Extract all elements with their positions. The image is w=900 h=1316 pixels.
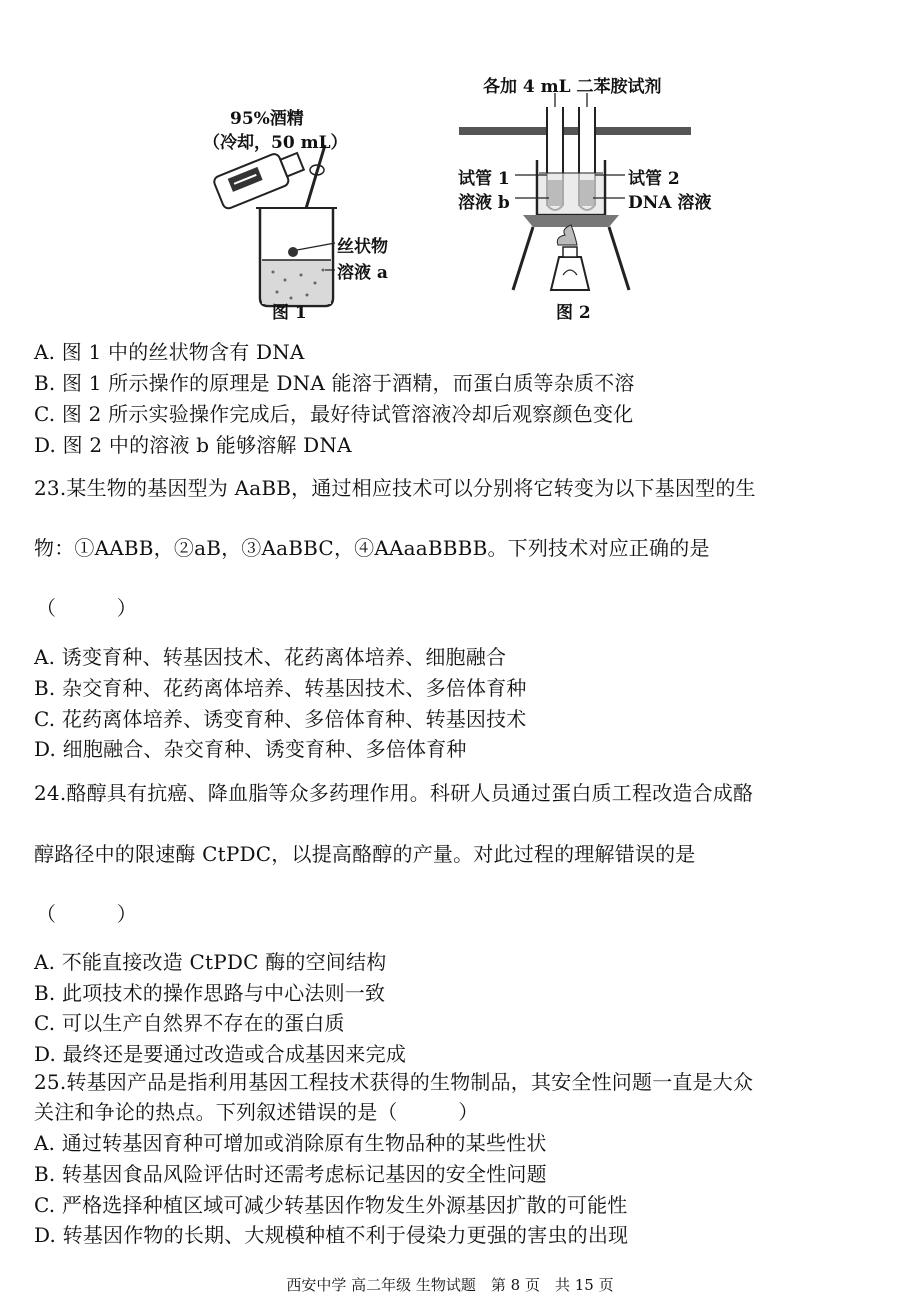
figure-1-alcohol-note: （冷却，50 mL）: [203, 133, 348, 153]
q22-option-b: B. 图 1 所示操作的原理是 DNA 能溶于酒精，而蛋白质等杂质不溶: [34, 371, 635, 395]
alcohol-lamp-icon: [551, 257, 589, 290]
figure-1-alcohol-label: 95%酒精: [230, 109, 304, 129]
q24-answer-blank: （ ）: [36, 902, 137, 926]
q23-answer-blank: （ ）: [36, 596, 137, 620]
alcohol-bottle-icon: [212, 146, 306, 210]
q23-option-b: B. 杂交育种、花药离体培养、转基因技术、多倍体育种: [34, 676, 527, 700]
figure-2-dna-solution-label: DNA 溶液: [628, 193, 712, 213]
q23-option-c: C. 花药离体培养、诱变育种、多倍体育种、转基因技术: [34, 707, 527, 731]
q25-option-b: B. 转基因食品风险评估时还需考虑标记基因的安全性问题: [34, 1162, 547, 1186]
q24-option-d: D. 最终还是要通过改造或合成基因来完成: [34, 1042, 407, 1066]
figure-2-reagent-label: 各加 4 mL 二苯胺试剂: [483, 77, 662, 97]
q24-stem-line-1: 24.酪醇具有抗癌、降血脂等众多药理作用。科研人员通过蛋白质工程改造合成酪: [34, 781, 754, 805]
q23-stem-line-1: 23.某生物的基因型为 AaBB，通过相应技术可以分别将它转变为以下基因型的生: [34, 476, 756, 500]
figure-1-filament-label: 丝状物: [337, 237, 388, 257]
page-footer: 西安中学 高二年级 生物试题 第 8 页 共 15 页: [286, 1276, 614, 1294]
q25-option-c: C. 严格选择种植区域可减少转基因作物发生外源基因扩散的可能性: [34, 1193, 628, 1217]
figure-1-solution-label: 溶液 a: [337, 263, 388, 283]
q24-option-b: B. 此项技术的操作思路与中心法则一致: [34, 981, 386, 1005]
figure-2-tube1-label: 试管 1: [458, 169, 510, 189]
q25-stem-line-2: 关注和争论的热点。下列叙述错误的是（ ）: [34, 1100, 479, 1124]
figure-2-caption: 图 2: [556, 303, 591, 323]
q25-option-d: D. 转基因作物的长期、大规模种植不利于侵染力更强的害虫的出现: [34, 1223, 629, 1247]
q24-stem-line-2: 醇路径中的限速酶 CtPDC，以提高酪醇的产量。对此过程的理解错误的是: [34, 842, 696, 866]
q24-option-c: C. 可以生产自然界不存在的蛋白质: [34, 1011, 345, 1035]
q23-stem-line-2: 物：①AABB，②aB，③AaBBC，④AAaaBBBB。下列技术对应正确的是: [34, 536, 710, 560]
q23-option-a: A. 诱变育种、转基因技术、花药离体培养、细胞融合: [34, 645, 507, 669]
q22-option-d: D. 图 2 中的溶液 b 能够溶解 DNA: [34, 433, 352, 457]
q25-option-a: A. 通过转基因育种可增加或消除原有生物品种的某些性状: [34, 1131, 547, 1155]
q22-option-a: A. 图 1 中的丝状物含有 DNA: [34, 340, 305, 364]
figure-2-tube2-label: 试管 2: [628, 169, 680, 189]
figure-2-solution-b-label: 溶液 b: [458, 193, 510, 213]
q23-option-d: D. 细胞融合、杂交育种、诱变育种、多倍体育种: [34, 737, 467, 761]
q22-option-c: C. 图 2 所示实验操作完成后，最好待试管溶液冷却后观察颜色变化: [34, 402, 634, 426]
q25-stem-line-1: 25.转基因产品是指利用基因工程技术获得的生物制品，其安全性问题一直是大众: [34, 1070, 754, 1094]
figure-1-caption: 图 1: [272, 303, 307, 323]
q24-option-a: A. 不能直接改造 CtPDC 酶的空间结构: [34, 950, 387, 974]
board: [459, 127, 691, 135]
